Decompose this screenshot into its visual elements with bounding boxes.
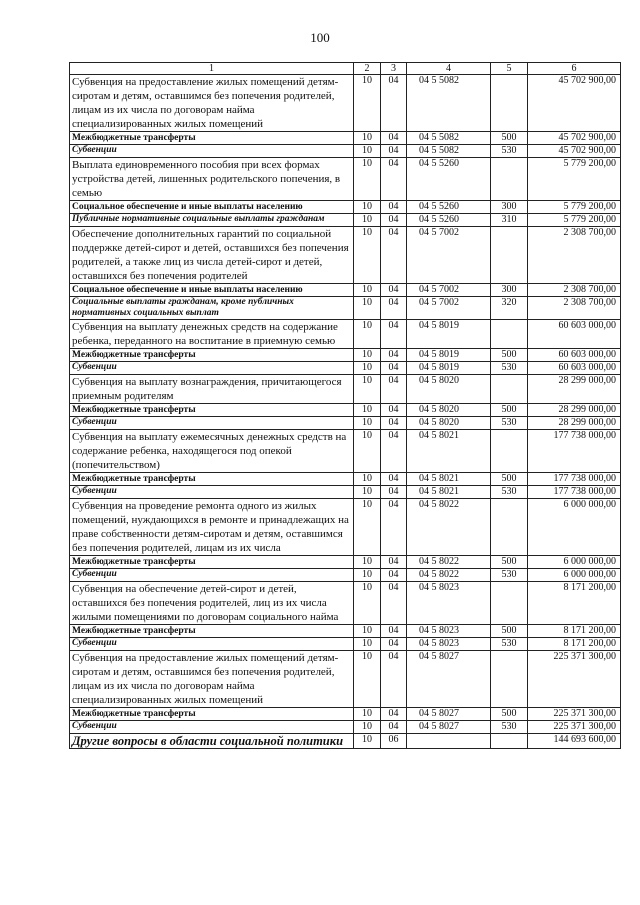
cell-col-2: 10 xyxy=(354,734,381,749)
cell-col-6: 5 779 200,00 xyxy=(528,158,621,201)
table-row xyxy=(70,708,621,721)
cell-col-6: 28 299 000,00 xyxy=(528,404,621,417)
cell-col-4: 04 5 8022 xyxy=(407,499,491,556)
cell-col-5 xyxy=(491,651,528,708)
table-row xyxy=(70,734,621,749)
cell-col-6: 60 603 000,00 xyxy=(528,320,621,349)
cell-col-5: 300 xyxy=(491,284,528,297)
table-row xyxy=(70,201,621,214)
table-row xyxy=(70,473,621,486)
row-label: Субвенция на предоставление жилых помещений детям-сиротам и детям, оставшимся без попечения родителей, лицам из их числа по договорам найма специализированных жилых помещений xyxy=(70,75,354,132)
cell-col-6: 177 738 000,00 xyxy=(528,473,621,486)
cell-col-5: 500 xyxy=(491,625,528,638)
table-row xyxy=(70,651,621,708)
cell-col-3: 04 xyxy=(381,158,407,201)
page-number: 100 xyxy=(310,30,330,45)
cell-col-3: 04 xyxy=(381,708,407,721)
cell-col-6: 28 299 000,00 xyxy=(528,375,621,404)
cell-col-5 xyxy=(491,320,528,349)
cell-col-4: 04 5 8027 xyxy=(407,651,491,708)
cell-col-2: 10 xyxy=(354,625,381,638)
row-label: Межбюджетные трансферты xyxy=(70,473,354,486)
cell-col-3: 04 xyxy=(381,486,407,499)
cell-col-4: 04 5 8019 xyxy=(407,349,491,362)
cell-col-4: 04 5 5082 xyxy=(407,75,491,132)
cell-col-5: 310 xyxy=(491,214,528,227)
cell-col-3: 04 xyxy=(381,473,407,486)
row-label: Межбюджетные трансферты xyxy=(70,556,354,569)
cell-col-3: 04 xyxy=(381,349,407,362)
row-label: Субвенции xyxy=(70,638,354,651)
cell-col-3: 04 xyxy=(381,582,407,625)
cell-col-2: 10 xyxy=(354,651,381,708)
table-row xyxy=(70,486,621,499)
cell-col-6: 2 308 700,00 xyxy=(528,227,621,284)
cell-col-2: 10 xyxy=(354,486,381,499)
cell-col-5: 530 xyxy=(491,638,528,651)
cell-col-6: 144 693 600,00 xyxy=(528,734,621,749)
cell-col-3: 04 xyxy=(381,430,407,473)
cell-col-2: 10 xyxy=(354,158,381,201)
cell-col-2: 10 xyxy=(354,721,381,734)
table-row xyxy=(70,375,621,404)
row-label: Субвенции xyxy=(70,145,354,158)
cell-col-5: 530 xyxy=(491,362,528,375)
row-label: Межбюджетные трансферты xyxy=(70,404,354,417)
cell-col-6: 6 000 000,00 xyxy=(528,499,621,556)
table-row xyxy=(70,158,621,201)
table-row xyxy=(70,227,621,284)
cell-col-3: 06 xyxy=(381,734,407,749)
table-row xyxy=(70,362,621,375)
cell-col-5: 500 xyxy=(491,349,528,362)
cell-col-4: 04 5 5082 xyxy=(407,145,491,158)
cell-col-4: 04 5 5082 xyxy=(407,132,491,145)
row-label: Межбюджетные трансферты xyxy=(70,132,354,145)
cell-col-6: 60 603 000,00 xyxy=(528,349,621,362)
cell-col-2: 10 xyxy=(354,638,381,651)
table-row xyxy=(70,284,621,297)
cell-col-3: 04 xyxy=(381,145,407,158)
cell-col-2: 10 xyxy=(354,349,381,362)
row-label: Субвенция на выплату денежных средств на содержание ребенка, переданного на воспитание в приемную семью xyxy=(70,320,354,349)
cell-col-5 xyxy=(491,582,528,625)
cell-col-3: 04 xyxy=(381,569,407,582)
cell-col-5: 500 xyxy=(491,473,528,486)
row-label: Субвенции xyxy=(70,417,354,430)
cell-col-6: 8 171 200,00 xyxy=(528,582,621,625)
cell-col-4: 04 5 5260 xyxy=(407,214,491,227)
cell-col-5: 530 xyxy=(491,417,528,430)
cell-col-5: 500 xyxy=(491,404,528,417)
cell-col-6: 5 779 200,00 xyxy=(528,201,621,214)
cell-col-2: 10 xyxy=(354,417,381,430)
row-label: Обеспечение дополнительных гарантий по социальной поддержке детей-сирот и детей, оставшихся без попечения родителей, а также лиц из числа детей-сирот и детей, оставшихся без попечения родителей xyxy=(70,227,354,284)
cell-col-5 xyxy=(491,227,528,284)
cell-col-3: 04 xyxy=(381,651,407,708)
cell-col-4: 04 5 8020 xyxy=(407,375,491,404)
cell-col-5: 530 xyxy=(491,145,528,158)
cell-col-4: 04 5 8019 xyxy=(407,362,491,375)
table-row xyxy=(70,417,621,430)
cell-col-4: 04 5 8019 xyxy=(407,320,491,349)
row-label: Субвенции xyxy=(70,486,354,499)
cell-col-2: 10 xyxy=(354,569,381,582)
cell-col-3: 04 xyxy=(381,721,407,734)
cell-col-6: 5 779 200,00 xyxy=(528,214,621,227)
cell-col-4 xyxy=(407,734,491,749)
cell-col-3: 04 xyxy=(381,362,407,375)
cell-col-6: 2 308 700,00 xyxy=(528,284,621,297)
cell-col-6: 2 308 700,00 xyxy=(528,297,621,320)
row-label: Социальные выплаты гражданам, кроме публичных нормативных социальных выплат xyxy=(70,297,354,320)
cell-col-3: 04 xyxy=(381,375,407,404)
cell-col-6: 225 371 300,00 xyxy=(528,721,621,734)
cell-col-4: 04 5 8027 xyxy=(407,708,491,721)
cell-col-2: 10 xyxy=(354,284,381,297)
cell-col-2: 10 xyxy=(354,320,381,349)
cell-col-4: 04 5 8027 xyxy=(407,721,491,734)
cell-col-6: 45 702 900,00 xyxy=(528,132,621,145)
row-label: Публичные нормативные социальные выплаты гражданам xyxy=(70,214,354,227)
cell-col-6: 8 171 200,00 xyxy=(528,638,621,651)
row-label: Субвенции xyxy=(70,721,354,734)
cell-col-4: 04 5 8020 xyxy=(407,417,491,430)
cell-col-3: 04 xyxy=(381,75,407,132)
row-label: Субвенция на выплату ежемесячных денежных средств на содержание ребенка, находящегося под опекой (попечительством) xyxy=(70,430,354,473)
cell-col-3: 04 xyxy=(381,638,407,651)
table-row xyxy=(70,320,621,349)
cell-col-6: 6 000 000,00 xyxy=(528,556,621,569)
cell-col-4: 04 5 5260 xyxy=(407,201,491,214)
table-row xyxy=(70,145,621,158)
header-cell: 4 xyxy=(407,63,491,75)
row-label: Межбюджетные трансферты xyxy=(70,625,354,638)
cell-col-5: 500 xyxy=(491,556,528,569)
cell-col-4: 04 5 7002 xyxy=(407,297,491,320)
cell-col-6: 60 603 000,00 xyxy=(528,362,621,375)
cell-col-5 xyxy=(491,734,528,749)
cell-col-2: 10 xyxy=(354,145,381,158)
row-label: Межбюджетные трансферты xyxy=(70,708,354,721)
cell-col-5: 500 xyxy=(491,132,528,145)
table-row xyxy=(70,721,621,734)
cell-col-4: 04 5 8023 xyxy=(407,582,491,625)
cell-col-5: 300 xyxy=(491,201,528,214)
cell-col-3: 04 xyxy=(381,284,407,297)
table-row xyxy=(70,132,621,145)
cell-col-4: 04 5 8021 xyxy=(407,430,491,473)
row-label: Субвенция на обеспечение детей-сирот и детей, оставшихся без попечения родителей, лиц из их числа жилыми помещениями по договорам социального найма xyxy=(70,582,354,625)
cell-col-2: 10 xyxy=(354,582,381,625)
header-cell: 2 xyxy=(354,63,381,75)
cell-col-3: 04 xyxy=(381,214,407,227)
row-label: Социальное обеспечение и иные выплаты населению xyxy=(70,201,354,214)
cell-col-6: 177 738 000,00 xyxy=(528,430,621,473)
cell-col-6: 177 738 000,00 xyxy=(528,486,621,499)
row-label: Субвенции xyxy=(70,569,354,582)
cell-col-4: 04 5 5260 xyxy=(407,158,491,201)
cell-col-4: 04 5 8023 xyxy=(407,625,491,638)
table-row xyxy=(70,582,621,625)
cell-col-2: 10 xyxy=(354,362,381,375)
cell-col-4: 04 5 8022 xyxy=(407,556,491,569)
cell-col-2: 10 xyxy=(354,430,381,473)
cell-col-2: 10 xyxy=(354,297,381,320)
table-row xyxy=(70,214,621,227)
table-row xyxy=(70,430,621,473)
cell-col-3: 04 xyxy=(381,132,407,145)
cell-col-5: 530 xyxy=(491,486,528,499)
cell-col-5: 320 xyxy=(491,297,528,320)
cell-col-6: 8 171 200,00 xyxy=(528,625,621,638)
cell-col-2: 10 xyxy=(354,473,381,486)
cell-col-3: 04 xyxy=(381,556,407,569)
cell-col-5 xyxy=(491,430,528,473)
cell-col-4: 04 5 7002 xyxy=(407,284,491,297)
cell-col-2: 10 xyxy=(354,499,381,556)
cell-col-4: 04 5 8021 xyxy=(407,486,491,499)
cell-col-6: 225 371 300,00 xyxy=(528,708,621,721)
table-row xyxy=(70,297,621,320)
cell-col-3: 04 xyxy=(381,227,407,284)
row-label: Субвенция на предоставление жилых помещений детям-сиротам и детям, оставшимся без попечения родителей, лицам из их числа по договорам найма специализированных жилых помещений xyxy=(70,651,354,708)
cell-col-2: 10 xyxy=(354,404,381,417)
table-row xyxy=(70,556,621,569)
cell-col-6: 45 702 900,00 xyxy=(528,145,621,158)
cell-col-4: 04 5 8020 xyxy=(407,404,491,417)
cell-col-3: 04 xyxy=(381,417,407,430)
table-row xyxy=(70,349,621,362)
cell-col-5: 500 xyxy=(491,708,528,721)
row-label: Выплата единовременного пособия при всех формах устройства детей, лишенных родительского попечения, в семью xyxy=(70,158,354,201)
header-row xyxy=(70,63,621,75)
cell-col-5 xyxy=(491,75,528,132)
table-row xyxy=(70,75,621,132)
row-label: Субвенция на выплату вознаграждения, причитающегося приемным родителям xyxy=(70,375,354,404)
row-label: Другие вопросы в области социальной политики xyxy=(70,734,354,749)
header-cell: 1 xyxy=(70,63,354,75)
cell-col-5 xyxy=(491,375,528,404)
cell-col-2: 10 xyxy=(354,556,381,569)
cell-col-3: 04 xyxy=(381,297,407,320)
cell-col-4: 04 5 8023 xyxy=(407,638,491,651)
header-cell: 3 xyxy=(381,63,407,75)
cell-col-5: 530 xyxy=(491,569,528,582)
cell-col-6: 28 299 000,00 xyxy=(528,417,621,430)
cell-col-2: 10 xyxy=(354,132,381,145)
cell-col-4: 04 5 8021 xyxy=(407,473,491,486)
table-row xyxy=(70,638,621,651)
cell-col-5: 530 xyxy=(491,721,528,734)
row-label: Субвенции xyxy=(70,362,354,375)
row-label: Межбюджетные трансферты xyxy=(70,349,354,362)
table-row xyxy=(70,404,621,417)
table-row xyxy=(70,625,621,638)
cell-col-2: 10 xyxy=(354,201,381,214)
cell-col-6: 6 000 000,00 xyxy=(528,569,621,582)
table-row xyxy=(70,569,621,582)
cell-col-5 xyxy=(491,499,528,556)
cell-col-3: 04 xyxy=(381,201,407,214)
cell-col-2: 10 xyxy=(354,214,381,227)
cell-col-2: 10 xyxy=(354,708,381,721)
cell-col-4: 04 5 8022 xyxy=(407,569,491,582)
table-body xyxy=(70,75,621,749)
header-cell: 6 xyxy=(528,63,621,75)
budget-table xyxy=(69,62,621,749)
cell-col-6: 225 371 300,00 xyxy=(528,651,621,708)
table-row xyxy=(70,499,621,556)
cell-col-2: 10 xyxy=(354,375,381,404)
row-label: Субвенция на проведение ремонта одного из жилых помещений, нуждающихся в ремонте и принадлежащих на праве собственности детям-сиротам и детям, оставшимся без попечения родителей, лицам из их числа xyxy=(70,499,354,556)
header-cell: 5 xyxy=(491,63,528,75)
cell-col-2: 10 xyxy=(354,227,381,284)
cell-col-3: 04 xyxy=(381,404,407,417)
cell-col-2: 10 xyxy=(354,75,381,132)
row-label: Социальное обеспечение и иные выплаты населению xyxy=(70,284,354,297)
cell-col-5 xyxy=(491,158,528,201)
cell-col-3: 04 xyxy=(381,499,407,556)
cell-col-3: 04 xyxy=(381,320,407,349)
cell-col-3: 04 xyxy=(381,625,407,638)
cell-col-4: 04 5 7002 xyxy=(407,227,491,284)
cell-col-6: 45 702 900,00 xyxy=(528,75,621,132)
